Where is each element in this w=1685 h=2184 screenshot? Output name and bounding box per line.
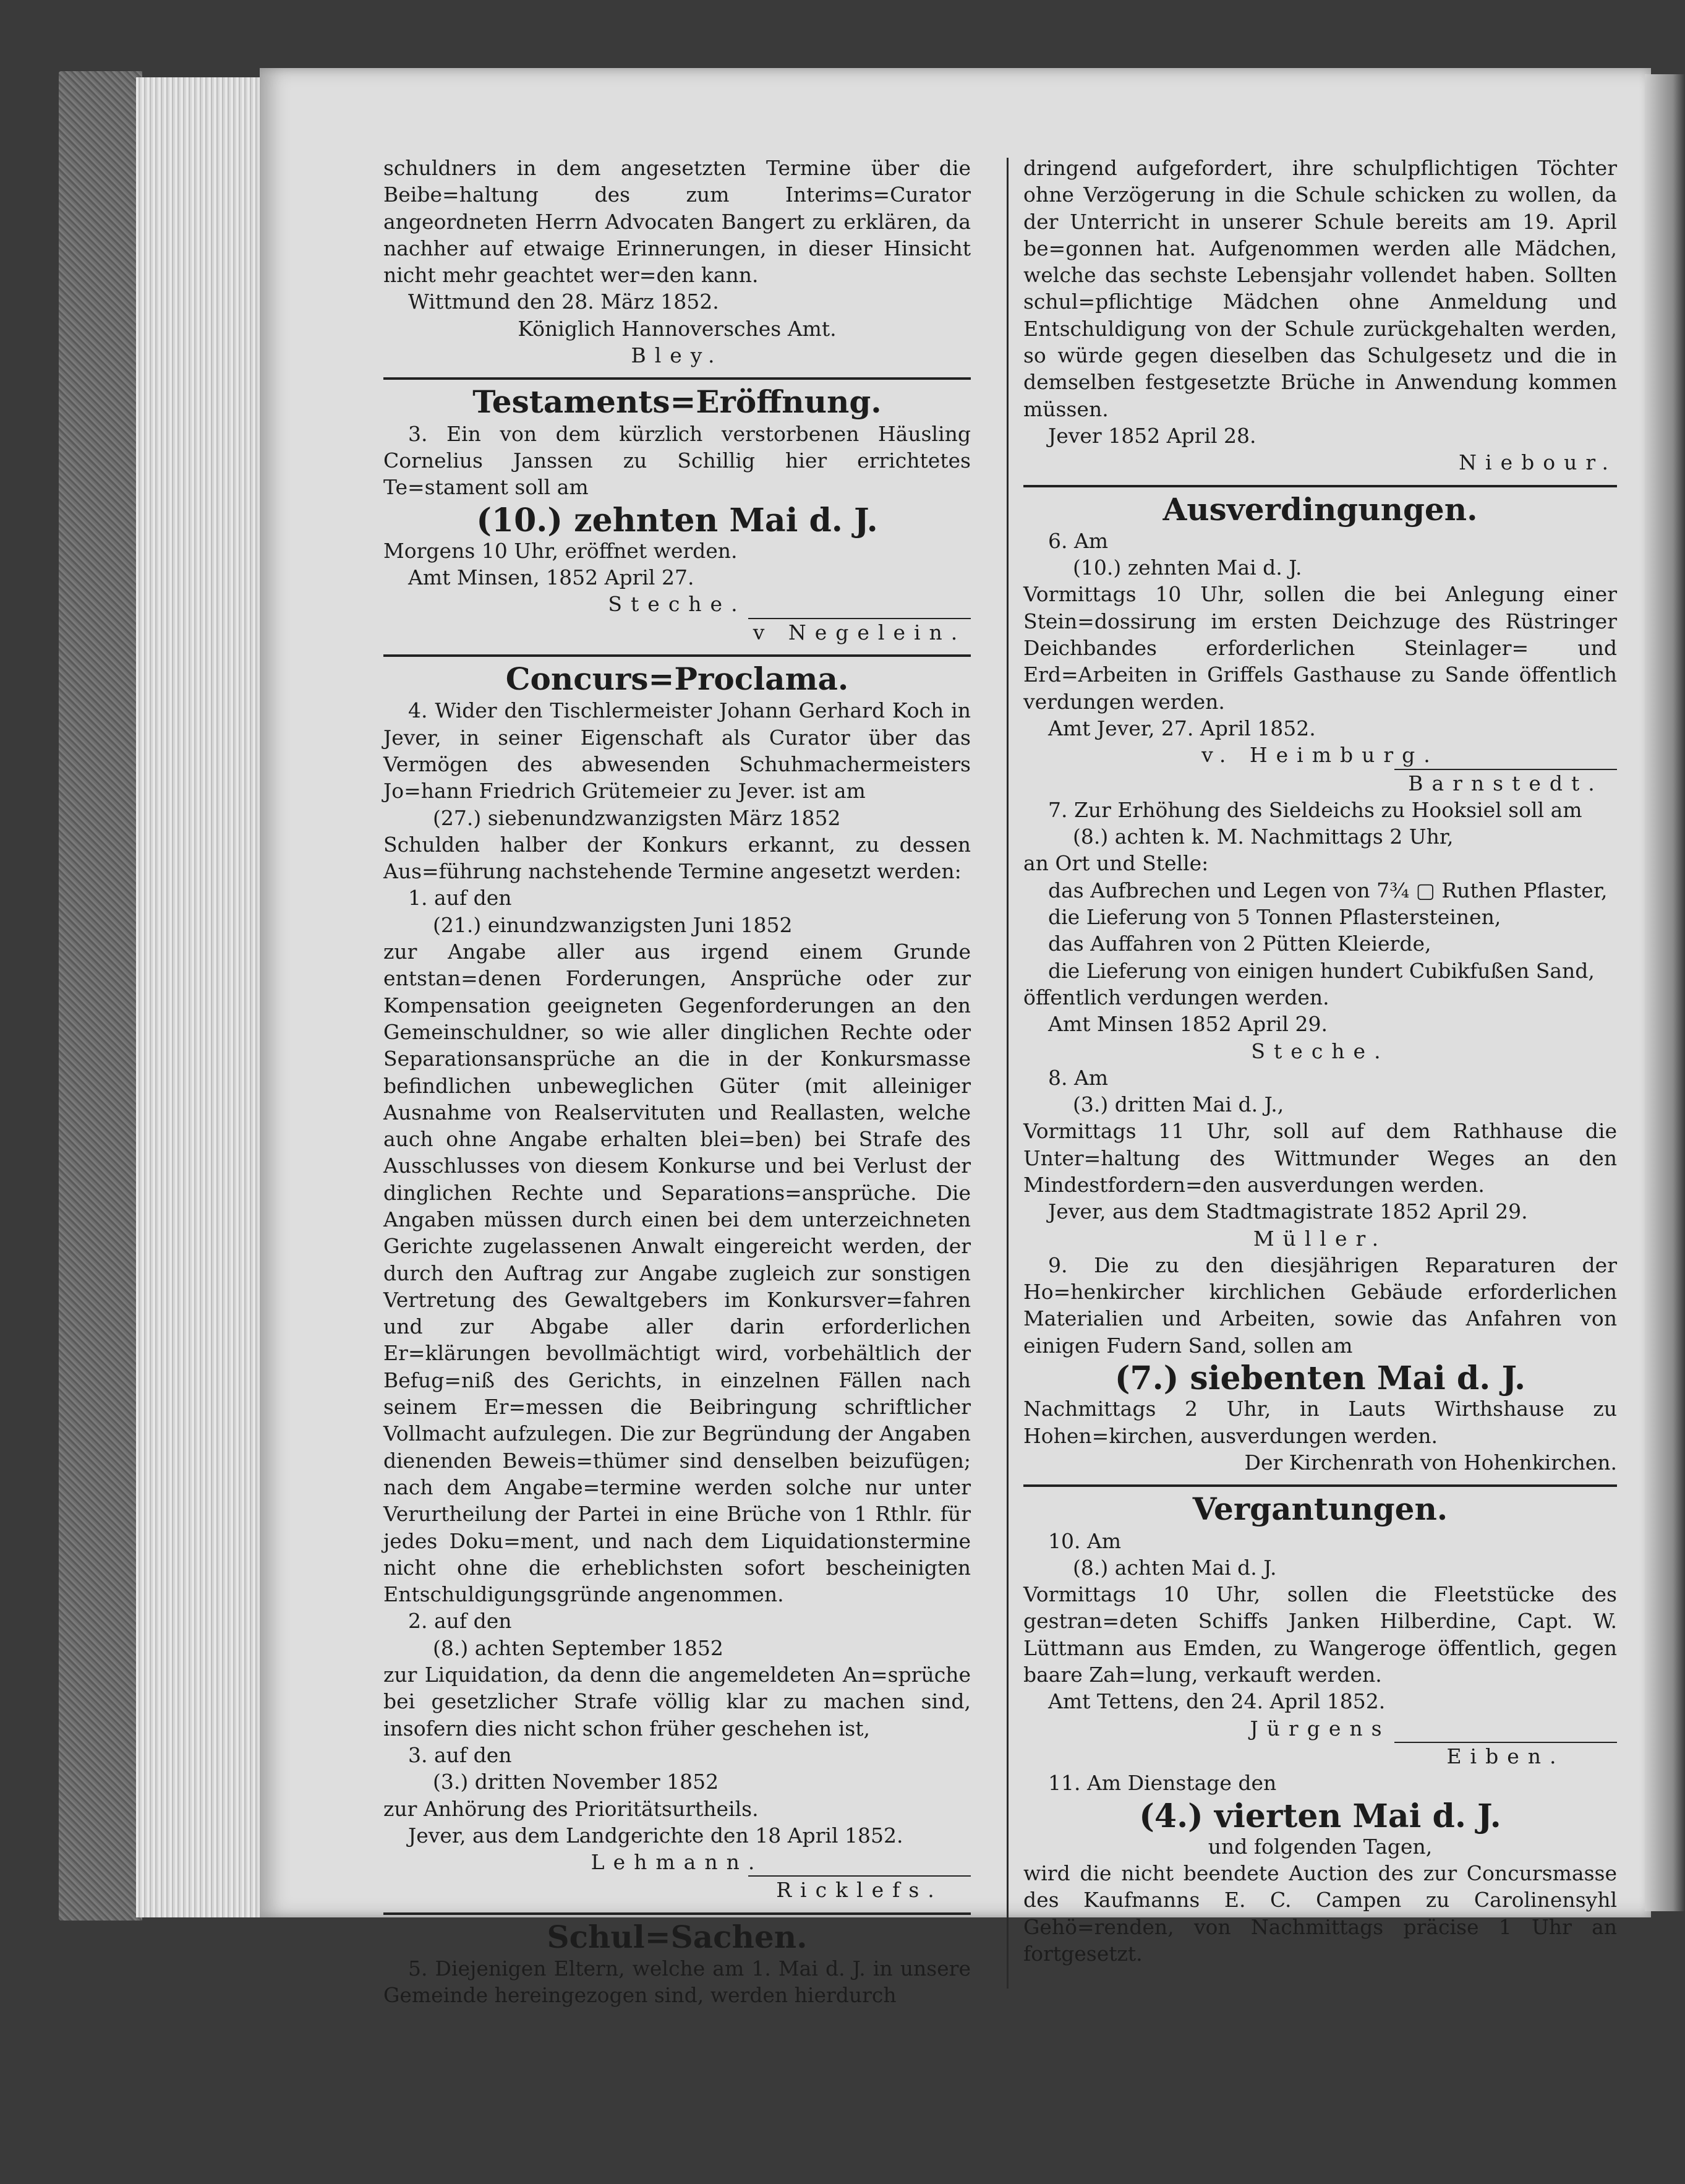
term-date: (8.) achten September 1852	[433, 1635, 723, 1660]
notice-text: an Ort und Stelle:	[1023, 851, 1209, 876]
list-item: das Auffahren von 2 Pütten Kleierde,	[1048, 931, 1431, 956]
signature: Ricklefs.	[748, 1875, 971, 1903]
dateline: Jever 1852 April 28.	[1048, 423, 1256, 448]
notice-date: (8.) achten k. M. Nachmittags 2 Uhr,	[1073, 824, 1454, 849]
office-name: Königlich Hannoversches Amt.	[518, 316, 837, 341]
dateline: Amt Minsen 1852 April 29.	[1048, 1012, 1328, 1037]
notice-text: 3. Ein von dem kürzlich verstorbenen Häusling Cornelius Janssen zu Schillig hier errichtetes Te=stament soll am	[383, 421, 971, 500]
notice-text: Morgens 10 Uhr, eröffnet werden.	[383, 538, 738, 563]
section-rule	[1023, 1484, 1617, 1487]
term-date: (21.) einundzwanzigsten Juni 1852	[433, 912, 793, 937]
notice-date: (10.) zehnten Mai d. J.	[476, 501, 878, 539]
notice-text: Vormittags 10 Uhr, sollen die bei Anlegung einer Stein=dossirung im ersten Deichzuge des Rüstringer Deichbandes erforderlichen Steinlager= und Erd=Arbeiten in Griffels Gasthause zu Sande öffentlich verdungen werden.	[1023, 582, 1617, 714]
notice-text: Nachmittags 2 Uhr, in Lauts Wirthshause zu Hohen=kirchen, ausverdungen werden.	[1023, 1397, 1617, 1448]
signature-block	[1023, 1742, 1617, 1770]
list-item: die Lieferung von 5 Tonnen Pflastersteinen,	[1048, 905, 1501, 930]
list-item: das Aufbrechen und Legen von 7¾ ▢ Ruthen Pflaster,	[1048, 878, 1608, 902]
section-title-testament: Testaments=Eröffnung.	[472, 383, 882, 421]
notice-date: (3.) dritten Mai d. J.,	[1073, 1092, 1284, 1117]
signature-block	[1023, 769, 1617, 797]
signature: Barnstedt.	[1394, 769, 1617, 797]
notice-text: 7. Zur Erhöhung des Sieldeichs zu Hooksiel soll am	[1048, 797, 1582, 822]
term-label: 11. Am Dienstage den	[1048, 1771, 1277, 1796]
signature: Steche.	[608, 592, 746, 617]
dateline: Wittmund den 28. März 1852.	[408, 289, 719, 314]
dateline: Jever, aus dem Stadtmagistrate 1852 April 29.	[1048, 1199, 1528, 1224]
notice-text: und folgenden Tagen,	[1208, 1834, 1433, 1859]
term-label: 3. auf den	[408, 1742, 512, 1767]
section-rule	[383, 1912, 971, 1915]
signature: v. Heimburg.	[1201, 743, 1439, 768]
book-binding	[59, 71, 142, 1921]
right-page-edge	[1645, 74, 1685, 1911]
notice-date: (27.) siebenundzwanzigsten März 1852	[433, 805, 841, 830]
notice-date: (7.) siebenten Mai d. J.	[1114, 1360, 1526, 1398]
dateline: Amt Jever, 27. April 1852.	[1048, 716, 1316, 740]
term-label: 10. Am	[1048, 1528, 1122, 1553]
left-column	[383, 155, 971, 2009]
notice-date: (8.) achten Mai d. J.	[1073, 1555, 1277, 1580]
section-title-ausverdingungen: Ausverdingungen.	[1162, 490, 1478, 528]
section-title-concurs: Concurs=Proclama.	[505, 661, 849, 698]
notice-date: (4.) vierten Mai d. J.	[1139, 1797, 1501, 1835]
notice-text: Vormittags 10 Uhr, sollen die Fleetstücke des gestran=deten Schiffs Janken Hilberdine, Capt. W. Lüttmann aus Emden, zu Wangeroge öffentlich, gegen baare Zah=lung, verkauft werden.	[1023, 1582, 1617, 1687]
signature: Steche.	[1251, 1038, 1389, 1063]
section-rule	[1023, 485, 1617, 487]
signature-block	[383, 618, 971, 646]
list-item: die Lieferung von einigen hundert Cubikfußen Sand,	[1048, 958, 1595, 983]
signature: Jürgens	[1250, 1716, 1391, 1741]
notice-text: zur Anhörung des Prioritätsurtheils.	[383, 1796, 759, 1821]
column-divider	[1007, 158, 1009, 1989]
section-title-schul: Schul=Sachen.	[547, 1918, 808, 1955]
signature: Müller.	[1253, 1226, 1388, 1251]
notice-text: öffentlich verdungen werden.	[1023, 985, 1329, 1009]
term-label: 2. auf den	[408, 1609, 512, 1634]
dateline: Jever, aus dem Landgerichte den 18 April 1852.	[408, 1823, 903, 1848]
notice-text: 5. Diejenigen Eltern, welche am 1. Mai d. J. in unsere Gemeinde hereingezogen sind, werden hierdurch	[383, 1956, 971, 2008]
notice-text: Schulden halber der Konkurs erkannt, zu dessen Aus=führung nachstehende Termine angesetzt werden:	[383, 832, 971, 884]
signature: Eiben.	[1394, 1742, 1617, 1770]
signature-block	[383, 1875, 971, 1903]
continued-text: schuldners in dem angesetzten Termine über die Beibe=haltung des zum Interims=Curator angeordneten Herrn Advocaten Bangert zu erklären, da nachher auf etwaige Erinnerungen, in dieser Hinsicht nicht mehr geachtet wer=den kann.	[383, 156, 971, 288]
term-label: 1. auf den	[408, 886, 512, 910]
notice-text: Vormittags 11 Uhr, soll auf dem Rathhause die Unter=haltung des Wittmunder Weges an den Mindestfordern=den ausverdungen werden.	[1023, 1119, 1617, 1197]
notice-text: zur Angabe aller aus irgend einem Grunde entstan=denen Forderungen, Ansprüche oder zur Kompensation geeigneten Gegenforderungen an den Gemeinschuldner, so wie aller dinglichen Rechte oder Separationsansprüche an die in der Konkursmasse befindlichen unbeweglichen Güter (mit alleiniger Ausnahme von Realservituten und Reallasten, welche auch ohne Angabe erhalten blei=ben) bei Strafe des Ausschlusses von diesem Konkurse und bei Verlust der dinglichen Rechte und Separations=ansprüche. Die Angaben müssen durch einen bei dem unterzeichneten Gerichte zugelassenen Anwalt eingereicht werden, der durch den Auftrag zur Angabe zugleich zur sonstigen Vertretung des Gewaltgebers im Konkursver=fahren und zur Abgabe aller darin erforderlichen Er=klärungen bevollmächtigt wird, vorbehältlich der Befug=niß des Gerichts, in einzelnen Fällen nach seinem Er=messen die Beibringung schriftlicher Vollmacht aufzulegen. Die zur Begründung der Angaben dienenden Beweis=thümer sind denselben beizufügen; nach dem Angabe=termine werden solche nur unter Verurtheilung der Partei in eine Brüche von 1 Rthlr. für jedes Doku=ment, und nach dem Liquidationstermine nicht ohne die erheblichsten sofort bescheinigten Entschuldigungsgründe angenommen.	[383, 940, 971, 1607]
signature: Niebour.	[1459, 450, 1617, 475]
term-label: 6. Am	[1048, 528, 1109, 553]
right-column	[1023, 155, 1617, 1967]
section-rule	[383, 377, 971, 380]
section-rule	[383, 654, 971, 657]
section-title-vergantungen: Vergantungen.	[1192, 1491, 1448, 1528]
notice-text: dringend aufgefordert, ihre schulpflichtigen Töchter ohne Verzögerung in die Schule schicken zu wollen, da der Unterricht in unserer Schule bereits am 19. April be=gonnen hat. Aufgenommen werden alle Mädchen, welche das sechste Lebensjahr vollendet haben. Sollten schul=pflichtige Mädchen ohne Anmeldung und Entschuldigung von der Schule zurückgehalten werden, so würde gegen dieselben das Schulgesetz und die in demselben festgesetzte Brüche in Anwendung kommen müssen.	[1023, 156, 1617, 421]
signature: Der Kirchenrath von Hohenkirchen.	[1244, 1450, 1617, 1475]
notice-text: zur Liquidation, da denn die angemeldeten An=sprüche bei gesetzlicher Strafe völlig klar zu machen sind, insofern dies nicht schon früher geschehen ist,	[383, 1663, 971, 1741]
dateline: Amt Tettens, den 24. April 1852.	[1048, 1689, 1386, 1714]
signature: v Negelein.	[748, 618, 971, 646]
term-label: 8. Am	[1048, 1065, 1109, 1090]
notice-text: 9. Die zu den diesjährigen Reparaturen der Ho=henkircher kirchlichen Gebäude erforderlichen Materialien und Arbeiten, sowie das Anfahren von einigen Fudern Sand, sollen am	[1023, 1253, 1617, 1358]
notice-text: wird die nicht beendete Auction des zur Concursmasse des Kaufmanns E. C. Campen zu Carolinensyhl Gehö=renden, von Nachmittags präcise 1 Uhr an fortgesetzt.	[1023, 1861, 1617, 1966]
signature: Bley.	[631, 343, 723, 368]
page-edges	[136, 77, 266, 1917]
dateline: Amt Minsen, 1852 April 27.	[408, 565, 694, 590]
notice-date: (10.) zehnten Mai d. J.	[1073, 555, 1302, 580]
signature: Lehmann.	[591, 1850, 764, 1875]
notice-text: 4. Wider den Tischlermeister Johann Gerhard Koch in Jever, in seiner Eigenschaft als Curator über das Vermögen des abwesenden Schuhmachermeisters Jo=hann Friedrich Grütemeier zu Jever. ist am	[383, 698, 971, 803]
term-date: (3.) dritten November 1852	[433, 1770, 719, 1794]
